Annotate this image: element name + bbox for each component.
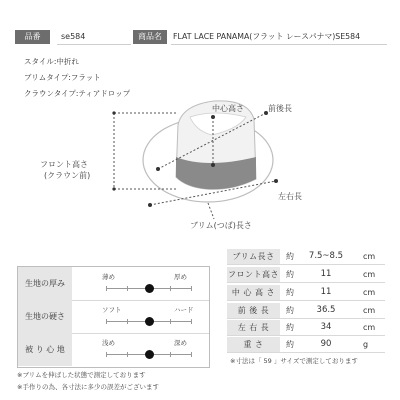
measure-approx: 約 — [286, 270, 294, 279]
spec-brim-type: ブリムタイプ:フラット — [24, 73, 101, 82]
attribute-left-label: 浅め — [102, 339, 115, 347]
measure-label: 左 右 長 — [227, 320, 280, 335]
brim-note: ※ブリムを伸ばした状態で測定しております — [17, 371, 146, 379]
spec-crown-type: クラウンタイプ:ティアドロップ — [24, 89, 131, 98]
attribute-level-dot — [145, 284, 154, 293]
attribute-right-label: 深め — [174, 339, 187, 347]
size-note: ※寸法は「 59 」サイズで測定しております — [230, 357, 358, 365]
measure-row-center-height — [227, 285, 385, 301]
attribute-left-label: 薄め — [102, 273, 115, 281]
code-value: se584 — [57, 30, 131, 45]
measure-row-front-height — [227, 267, 385, 283]
measure-approx: 約 — [286, 306, 294, 315]
hat-illustration — [143, 101, 273, 202]
measure-row-brim — [227, 249, 385, 265]
attribute-right-label: 厚め — [174, 273, 187, 281]
attribute-left-label: ソフト — [102, 306, 122, 314]
measure-value: 11 — [320, 269, 332, 279]
label-center-height: 中心高さ — [212, 104, 244, 113]
measure-label: ブリム長さ — [227, 249, 280, 264]
attribute-name: 生地の硬さ — [18, 300, 72, 333]
attribute-right-label: ハード — [174, 306, 194, 314]
measure-approx: 約 — [286, 252, 294, 261]
measure-approx: 約 — [286, 340, 294, 349]
attribute-row-stiffness — [18, 300, 209, 334]
measure-value: 34 — [320, 322, 332, 332]
measure-label: フロント高さ — [227, 267, 280, 282]
measure-unit: cm — [363, 306, 376, 315]
measure-row-front-back — [227, 303, 385, 319]
measure-value: 7.5~8.5 — [308, 251, 344, 261]
measure-approx: 約 — [286, 323, 294, 332]
product-name: FLAT LACE PANAMA(フラット レースパナマ)SE584 — [171, 30, 387, 45]
attribute-table — [17, 266, 210, 368]
attribute-scale — [106, 321, 192, 322]
measure-unit: cm — [363, 252, 376, 261]
attribute-row-fit — [18, 333, 209, 366]
handmade-note: ※手作りの為、各寸法に多少の誤差がございます — [17, 383, 159, 391]
label-front-back: 前後長 — [268, 104, 292, 113]
label-front-height-2: (クラウン前) — [44, 171, 91, 180]
attribute-level-dot — [145, 317, 154, 326]
label-brim: ブリム(つば)長さ — [190, 221, 252, 230]
measure-label: 中 心 高 さ — [227, 285, 280, 300]
spec-style: スタイル:中折れ — [24, 57, 79, 66]
attribute-level-dot — [145, 350, 154, 359]
code-label: 品番 — [15, 30, 50, 44]
attribute-scale — [106, 354, 192, 355]
name-label: 商品名 — [133, 30, 167, 44]
label-side: 左右長 — [278, 192, 302, 201]
attribute-name: 生地の厚み — [18, 267, 72, 300]
measure-unit: cm — [363, 323, 376, 332]
measure-unit: g — [363, 340, 369, 349]
measure-value: 11 — [320, 287, 332, 297]
measure-approx: 約 — [286, 288, 294, 297]
measure-unit: cm — [363, 270, 376, 279]
measure-unit: cm — [363, 288, 376, 297]
attribute-row-thickness — [18, 267, 209, 301]
measure-value: 90 — [320, 339, 332, 349]
attribute-scale — [106, 288, 192, 289]
measure-value: 36.5 — [316, 305, 336, 315]
measure-row-side — [227, 320, 385, 336]
label-front-height-1: フロント高さ — [40, 160, 88, 169]
measure-label: 前 後 長 — [227, 303, 280, 318]
measure-row-weight — [227, 337, 385, 353]
measure-label: 重 さ — [227, 337, 280, 352]
attribute-name: 被 り 心 地 — [18, 333, 72, 366]
